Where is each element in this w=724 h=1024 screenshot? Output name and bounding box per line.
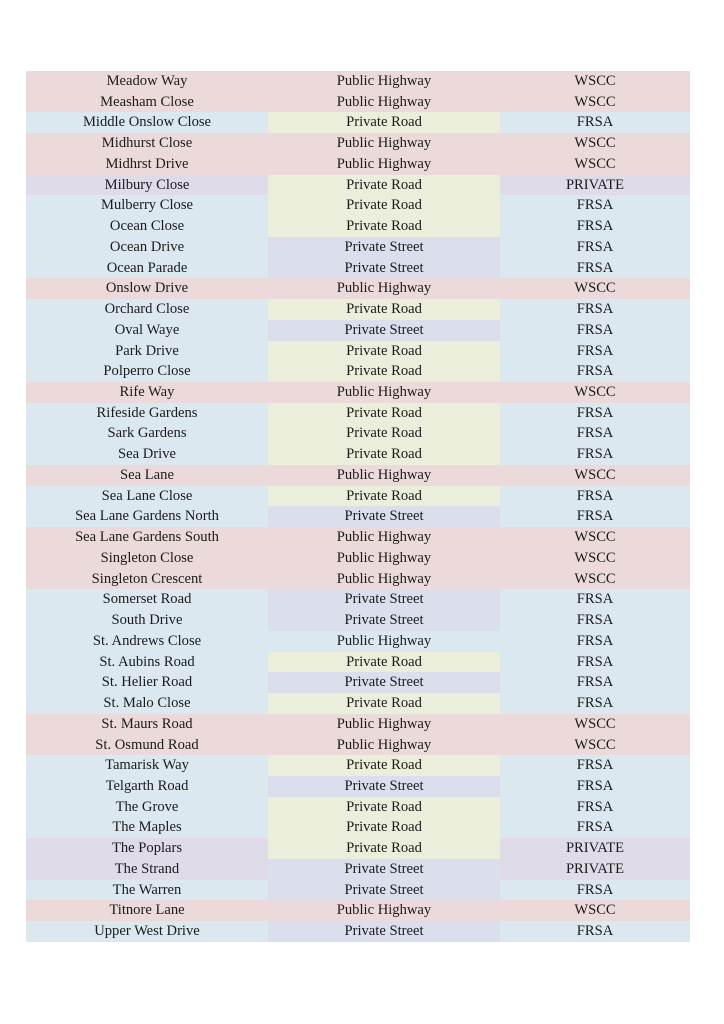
- street-name-cell: Sea Drive: [26, 444, 268, 465]
- authority-cell: PRIVATE: [500, 838, 690, 859]
- road-type-cell: Public Highway: [268, 548, 500, 569]
- road-type-cell: Public Highway: [268, 278, 500, 299]
- table-row: [26, 548, 690, 569]
- authority-cell: FRSA: [500, 320, 690, 341]
- road-type-cell: Private Road: [268, 423, 500, 444]
- table-row: [26, 672, 690, 693]
- street-name-cell: Midhurst Close: [26, 133, 268, 154]
- table-row: [26, 506, 690, 527]
- street-name-cell: Park Drive: [26, 341, 268, 362]
- authority-cell: FRSA: [500, 610, 690, 631]
- authority-cell: WSCC: [500, 735, 690, 756]
- table-row: [26, 403, 690, 424]
- street-name-cell: Onslow Drive: [26, 278, 268, 299]
- street-name-cell: Somerset Road: [26, 589, 268, 610]
- authority-cell: FRSA: [500, 693, 690, 714]
- table-row: [26, 216, 690, 237]
- authority-cell: FRSA: [500, 112, 690, 133]
- authority-cell: FRSA: [500, 258, 690, 279]
- road-type-cell: Private Road: [268, 341, 500, 362]
- street-name-cell: South Drive: [26, 610, 268, 631]
- road-type-cell: Public Highway: [268, 92, 500, 113]
- authority-cell: FRSA: [500, 216, 690, 237]
- road-type-cell: Private Street: [268, 506, 500, 527]
- authority-cell: WSCC: [500, 154, 690, 175]
- road-type-cell: Public Highway: [268, 569, 500, 590]
- authority-cell: FRSA: [500, 403, 690, 424]
- road-type-cell: Public Highway: [268, 71, 500, 92]
- road-type-cell: Public Highway: [268, 133, 500, 154]
- authority-cell: FRSA: [500, 486, 690, 507]
- road-type-cell: Private Road: [268, 216, 500, 237]
- table-row: [26, 423, 690, 444]
- table-row: [26, 195, 690, 216]
- authority-cell: FRSA: [500, 776, 690, 797]
- street-name-cell: Ocean Drive: [26, 237, 268, 258]
- table-body: [26, 71, 690, 942]
- street-name-cell: The Maples: [26, 817, 268, 838]
- authority-cell: WSCC: [500, 527, 690, 548]
- street-name-cell: St. Andrews Close: [26, 631, 268, 652]
- road-type-cell: Private Street: [268, 880, 500, 901]
- authority-cell: FRSA: [500, 361, 690, 382]
- authority-cell: FRSA: [500, 444, 690, 465]
- authority-cell: PRIVATE: [500, 859, 690, 880]
- street-name-cell: Sea Lane: [26, 465, 268, 486]
- street-name-cell: Sark Gardens: [26, 423, 268, 444]
- authority-cell: WSCC: [500, 714, 690, 735]
- street-name-cell: Milbury Close: [26, 175, 268, 196]
- road-type-cell: Public Highway: [268, 465, 500, 486]
- road-type-cell: Private Road: [268, 486, 500, 507]
- authority-cell: PRIVATE: [500, 175, 690, 196]
- table-row: [26, 921, 690, 942]
- table-row: [26, 382, 690, 403]
- street-name-cell: Measham Close: [26, 92, 268, 113]
- road-type-cell: Private Street: [268, 921, 500, 942]
- road-type-cell: Private Road: [268, 693, 500, 714]
- street-name-cell: Rife Way: [26, 382, 268, 403]
- road-type-cell: Private Road: [268, 195, 500, 216]
- authority-cell: WSCC: [500, 569, 690, 590]
- road-type-cell: Public Highway: [268, 382, 500, 403]
- authority-cell: WSCC: [500, 900, 690, 921]
- table-row: [26, 299, 690, 320]
- table-row: [26, 527, 690, 548]
- table-row: [26, 859, 690, 880]
- authority-cell: FRSA: [500, 797, 690, 818]
- table-row: [26, 714, 690, 735]
- road-type-cell: Private Road: [268, 838, 500, 859]
- authority-cell: FRSA: [500, 631, 690, 652]
- table-row: [26, 631, 690, 652]
- authority-cell: WSCC: [500, 92, 690, 113]
- street-name-cell: The Poplars: [26, 838, 268, 859]
- road-type-cell: Private Road: [268, 112, 500, 133]
- table-row: [26, 465, 690, 486]
- authority-cell: FRSA: [500, 195, 690, 216]
- table-row: [26, 341, 690, 362]
- street-name-cell: Sea Lane Close: [26, 486, 268, 507]
- authority-cell: FRSA: [500, 921, 690, 942]
- authority-cell: FRSA: [500, 237, 690, 258]
- road-type-cell: Public Highway: [268, 154, 500, 175]
- authority-cell: WSCC: [500, 278, 690, 299]
- road-type-cell: Private Road: [268, 299, 500, 320]
- table-row: [26, 320, 690, 341]
- road-type-cell: Private Street: [268, 610, 500, 631]
- road-type-cell: Private Road: [268, 403, 500, 424]
- table-row: [26, 797, 690, 818]
- road-type-cell: Private Road: [268, 652, 500, 673]
- road-type-cell: Private Street: [268, 589, 500, 610]
- road-type-cell: Public Highway: [268, 527, 500, 548]
- authority-cell: FRSA: [500, 652, 690, 673]
- authority-cell: FRSA: [500, 423, 690, 444]
- table-row: [26, 838, 690, 859]
- street-name-cell: St. Aubins Road: [26, 652, 268, 673]
- street-name-cell: Singleton Close: [26, 548, 268, 569]
- street-name-cell: The Strand: [26, 859, 268, 880]
- road-type-cell: Private Road: [268, 817, 500, 838]
- street-name-cell: Oval Waye: [26, 320, 268, 341]
- street-name-cell: Middle Onslow Close: [26, 112, 268, 133]
- table-row: [26, 693, 690, 714]
- table-row: [26, 569, 690, 590]
- authority-cell: FRSA: [500, 589, 690, 610]
- table-row: [26, 258, 690, 279]
- authority-cell: WSCC: [500, 465, 690, 486]
- authority-cell: FRSA: [500, 341, 690, 362]
- table-row: [26, 589, 690, 610]
- road-type-cell: Public Highway: [268, 735, 500, 756]
- table-row: [26, 776, 690, 797]
- road-type-cell: Private Road: [268, 175, 500, 196]
- table-row: [26, 900, 690, 921]
- table-row: [26, 444, 690, 465]
- table-row: [26, 652, 690, 673]
- street-name-cell: Telgarth Road: [26, 776, 268, 797]
- authority-cell: FRSA: [500, 755, 690, 776]
- authority-cell: WSCC: [500, 133, 690, 154]
- street-name-cell: Singleton Crescent: [26, 569, 268, 590]
- table-row: [26, 278, 690, 299]
- table-row: [26, 610, 690, 631]
- road-type-cell: Private Road: [268, 361, 500, 382]
- authority-cell: FRSA: [500, 299, 690, 320]
- table-row: [26, 71, 690, 92]
- street-name-cell: St. Osmund Road: [26, 735, 268, 756]
- road-type-cell: Private Street: [268, 237, 500, 258]
- table-row: [26, 154, 690, 175]
- road-type-cell: Public Highway: [268, 714, 500, 735]
- street-name-cell: Orchard Close: [26, 299, 268, 320]
- table-row: [26, 175, 690, 196]
- street-name-cell: Ocean Parade: [26, 258, 268, 279]
- authority-cell: WSCC: [500, 71, 690, 92]
- street-name-cell: Sea Lane Gardens South: [26, 527, 268, 548]
- authority-cell: FRSA: [500, 880, 690, 901]
- road-type-cell: Private Road: [268, 755, 500, 776]
- street-road-status-table: [26, 71, 690, 942]
- authority-cell: WSCC: [500, 382, 690, 403]
- table-row: [26, 817, 690, 838]
- road-type-cell: Private Street: [268, 672, 500, 693]
- street-name-cell: The Grove: [26, 797, 268, 818]
- table-row: [26, 92, 690, 113]
- road-type-cell: Public Highway: [268, 900, 500, 921]
- street-name-cell: Mulberry Close: [26, 195, 268, 216]
- street-name-cell: Rifeside Gardens: [26, 403, 268, 424]
- street-name-cell: St. Maurs Road: [26, 714, 268, 735]
- table-row: [26, 755, 690, 776]
- authority-cell: FRSA: [500, 506, 690, 527]
- street-name-cell: Midhrst Drive: [26, 154, 268, 175]
- street-name-cell: St. Helier Road: [26, 672, 268, 693]
- street-name-cell: Upper West Drive: [26, 921, 268, 942]
- road-type-cell: Private Street: [268, 320, 500, 341]
- table-row: [26, 735, 690, 756]
- authority-cell: FRSA: [500, 817, 690, 838]
- street-name-cell: St. Malo Close: [26, 693, 268, 714]
- street-name-cell: Ocean Close: [26, 216, 268, 237]
- road-type-cell: Private Street: [268, 258, 500, 279]
- authority-cell: FRSA: [500, 672, 690, 693]
- street-name-cell: Polperro Close: [26, 361, 268, 382]
- street-name-cell: Sea Lane Gardens North: [26, 506, 268, 527]
- road-type-cell: Private Road: [268, 444, 500, 465]
- road-type-cell: Public Highway: [268, 631, 500, 652]
- road-type-cell: Private Street: [268, 859, 500, 880]
- table-row: [26, 361, 690, 382]
- street-name-cell: Meadow Way: [26, 71, 268, 92]
- table-row: [26, 133, 690, 154]
- table-row: [26, 486, 690, 507]
- street-name-cell: Tamarisk Way: [26, 755, 268, 776]
- table-row: [26, 237, 690, 258]
- table-row: [26, 880, 690, 901]
- street-name-cell: The Warren: [26, 880, 268, 901]
- authority-cell: WSCC: [500, 548, 690, 569]
- street-name-cell: Titnore Lane: [26, 900, 268, 921]
- table-row: [26, 112, 690, 133]
- road-type-cell: Private Street: [268, 776, 500, 797]
- road-type-cell: Private Road: [268, 797, 500, 818]
